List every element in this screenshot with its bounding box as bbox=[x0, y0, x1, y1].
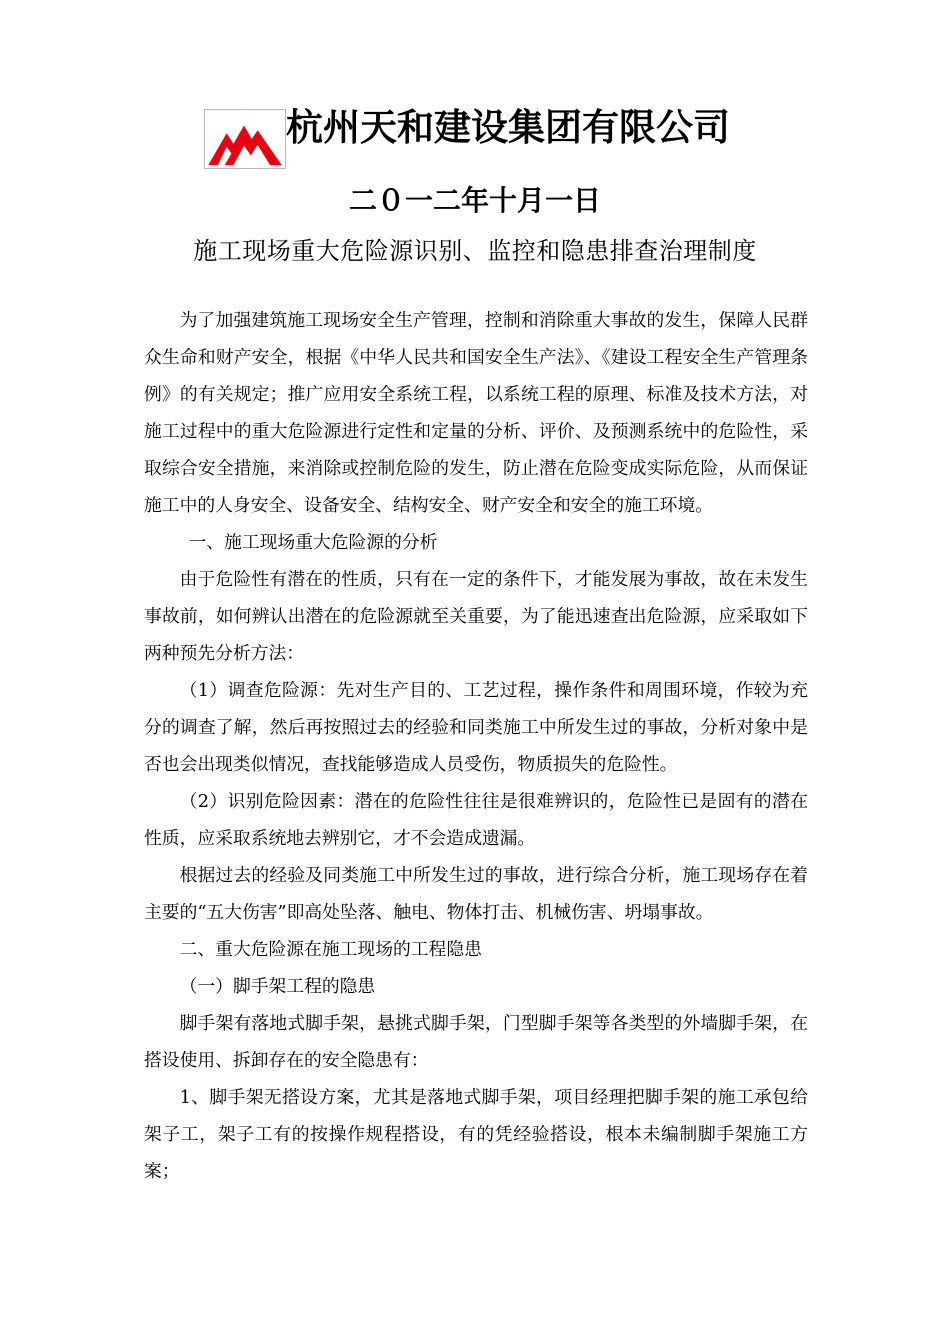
letterhead bbox=[204, 108, 730, 170]
document-body bbox=[144, 302, 808, 1190]
company-name: 杭州天和建设集团有限公司 bbox=[286, 106, 730, 149]
document-date: 二０一二年十月一日 bbox=[348, 184, 601, 217]
intro-paragraph: 为了加强建筑施工现场安全生产管理，控制和消除重大事故的发生，保障人民群众生命和财产安全，根据《中华人民共和国安全生产法》、《建设工程安全生产管理条例》的有关规定；推广应用安全系统工程，以系统工程的原理、标准及技术方法，对施工过程中的重大危险源进行定性和定量的分析、评价、及预测系统中的危险性，采取综合安全措施，来消除或控制危险的发生，防止潜在危险变成实际危险，从而保证施工中的人身安全、设备安全、结构安全、财产安全和安全的施工环境。 bbox=[144, 310, 808, 516]
subsection-heading: （一）脚手架工程的隐患 bbox=[179, 976, 376, 997]
body-paragraph: 脚手架有落地式脚手架，悬挑式脚手架，门型脚手架等各类型的外墙脚手架，在搭设使用、拆卸存在的安全隐患有： bbox=[144, 1013, 808, 1071]
body-paragraph: 由于危险性有潜在的性质，只有在一定的条件下，才能发展为事故，故在未发生事故前，如何辨认出潜在的危险源就至关重要，为了能迅速查出危险源，应采取如下两种预先分析方法： bbox=[144, 569, 808, 664]
body-paragraph: 1、脚手架无搭设方案，尤其是落地式脚手架，项目经理把脚手架的施工承包给架子工，架子工有的按操作规程搭设，有的凭经验搭设，根本未编制脚手架施工方案； bbox=[144, 1087, 808, 1182]
body-paragraph: （1）调查危险源：先对生产目的、工艺过程，操作条件和周围环境，作较为充分的调查了解，然后再按照过去的经验和同类施工中所发生过的事故，分析对象中是否也会出现类似情况，查找能够造成人员受伤，物质损失的危险性。 bbox=[144, 680, 808, 775]
section-heading-2: 二、重大危险源在施工现场的工程隐患 bbox=[179, 939, 482, 960]
body-paragraph: （2）识别危险因素：潜在的危险性往往是很难辨识的，危险性已是固有的潜在性质，应采取系统地去辨别它，才不会造成遗漏。 bbox=[144, 791, 808, 849]
body-paragraph: 根据过去的经验及同类施工中所发生过的事故，进行综合分析，施工现场存在着主要的“五大伤害”即高处坠落、触电、物体打击、机械伤害、坍塌事故。 bbox=[144, 865, 808, 923]
section-heading-1: 一、施工现场重大危险源的分析 bbox=[188, 532, 438, 553]
document-title: 施工现场重大危险源识别、监控和隐患排查治理制度 bbox=[193, 237, 757, 265]
company-logo-icon bbox=[204, 109, 286, 169]
